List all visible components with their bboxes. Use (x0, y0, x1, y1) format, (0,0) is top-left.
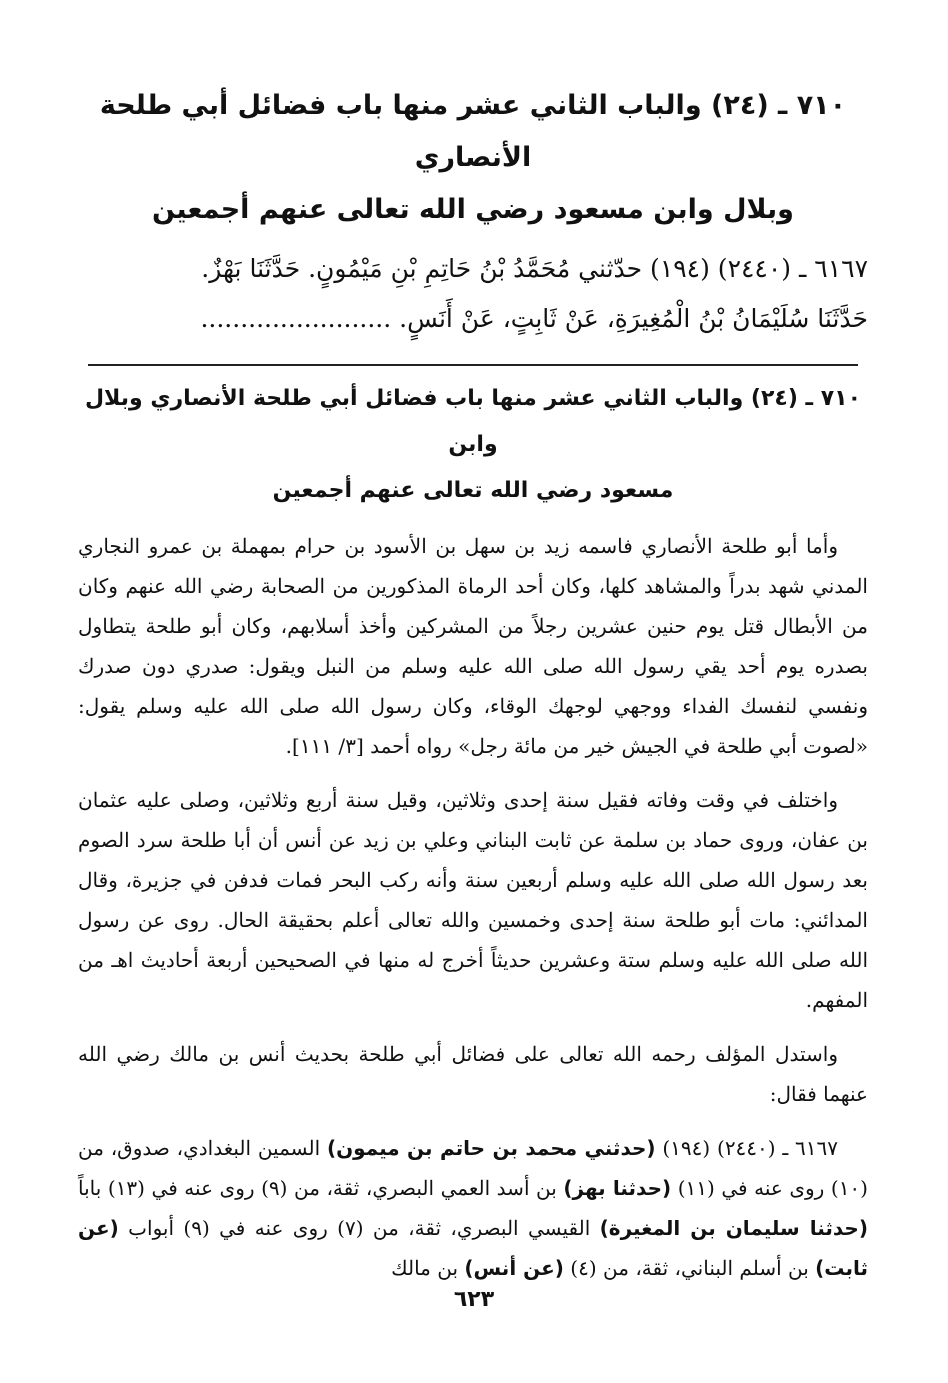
page-number: ٦٢٣ (453, 1287, 495, 1312)
isnad-narrator: (حدثنا بهز) (563, 1176, 672, 1200)
commentary-heading-line-1: ٧١٠ ـ (٢٤) والباب الثاني عشر منها باب فضائل أبي طلحة الأنصاري وبلال وابن (84, 386, 862, 457)
chapter-heading-line-1: ٧١٠ ـ (٢٤) والباب الثاني عشر منها باب فضائل أبي طلحة الأنصاري (99, 90, 847, 173)
isnad-text: ٦١٦٧ ـ (٢٤٤٠) (١٩٤) (655, 1136, 838, 1160)
isnad-text: القيسي البصري، ثقة، من (٧) روى عنه في (٩) أبواب (118, 1216, 600, 1240)
hadith-text-line-1: ٦١٦٧ ـ (٢٤٤٠) (١٩٤) حدّثني مُحَمَّدُ بْنُ حَاتِمِ بْنِ مَيْمُونٍ. حَدَّثَنَا بَهْزٌ. (201, 254, 868, 283)
separator-line (88, 364, 858, 366)
isnad-text: السمين البغدادي، صدوق، من (١٠) روى عنه في (١١) (78, 1136, 868, 1200)
isnad-narrator: (حدثني محمد بن حاتم بن ميمون) (326, 1136, 656, 1160)
chapter-heading-line-2: وبلال وابن مسعود رضي الله تعالى عنهم أجمعين (152, 194, 794, 225)
isnad-narrator: (حدثنا سليمان بن المغيرة) (599, 1216, 868, 1240)
commentary-paragraph-biography: وأما أبو طلحة الأنصاري فاسمه زيد بن سهل بن الأسود بن حرام بمهملة بن عمرو النجاري المدني شهد بدراً والمشاهد كلها، وكان أحد الرماة المذكورين من الصحابة رضي الله عنهم وكان من الأبطال قتل يوم حنين عشرين رجلاً من المشركين وأخذ أسلابهم، وكان أبو طلحة يتطاول بصدره يوم أحد يقي رسول الله صلى الله عليه وسلم من النبل ويقول: صدري دون صدرك ونفسي لنفسك الفداء ووجهي لوجهك الوقاء، وكان رسول الله صلى الله عليه وسلم يقول: «لصوت أبي طلحة في الجيش خير من مائة رجل» رواه أحمد [٣/ ١١١]. (78, 534, 868, 758)
isnad-text: بن أسلم البناني، ثقة، من (٤) (563, 1256, 816, 1280)
isnad-text: بن أسد العمي البصري، ثقة، من (٩) روى عنه في (١٣) باباً (78, 1176, 564, 1200)
chapter-heading (78, 80, 868, 236)
hadith-text-line-2: حَدَّثَنَا سُلَيْمَانُ بْنُ الْمُغِيرَةِ، عَنْ ثَابِتٍ، عَنْ أَنَسٍ. ........................ (200, 304, 868, 333)
hadith-text (78, 244, 868, 344)
isnad-narrator: (عن ثابت) (78, 1216, 868, 1280)
commentary-paragraph-isnad (78, 1128, 868, 1288)
commentary-heading (78, 376, 868, 514)
commentary-paragraph-death: واختلف في وقت وفاته فقيل سنة إحدى وثلاثين، وقيل سنة أربع وثلاثين، وصلى عليه عثمان بن عفان، وروى حماد بن سلمة عن ثابت البناني وعلي بن زيد عن أنس أن أبا طلحة سرد الصوم بعد رسول الله صلى الله عليه وسلم أربعين سنة وأنه ركب البحر فمات فدفن في جزيرة، وقال المدائني: مات أبو طلحة سنة إحدى وخمسين والله تعالى أعلم بحقيقة الحال. روى عن رسول الله صلى الله عليه وسلم ستة وعشرين حديثاً أخرج له منها في الصحيحين أربعة أحاديث اهـ من المفهم. (78, 788, 868, 1012)
commentary-paragraph-introduction: واستدل المؤلف رحمه الله تعالى على فضائل أبي طلحة بحديث أنس بن مالك رضي الله عنهما فقال: (78, 1042, 868, 1106)
commentary-heading-line-2: مسعود رضي الله تعالى عنهم أجمعين (272, 478, 674, 503)
book-page (78, 80, 868, 1302)
isnad-text: بن مالك (391, 1256, 465, 1280)
isnad-narrator: (عن أنس) (464, 1256, 564, 1280)
